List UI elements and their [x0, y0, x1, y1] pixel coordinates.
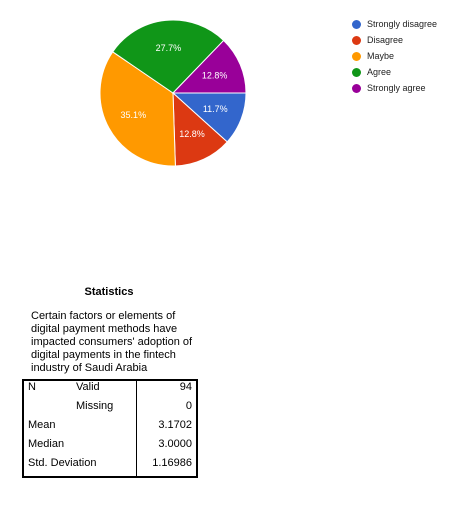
table-row	[23, 380, 197, 400]
legend-item-maybe[interactable]	[352, 48, 437, 64]
legend-swatch	[352, 36, 361, 45]
statistics-panel	[22, 286, 202, 478]
legend-swatch	[352, 52, 361, 61]
row-value: 0	[137, 400, 198, 419]
legend-label: Strongly agree	[367, 83, 426, 93]
statistics-description: Certain factors or elements of digital payment methods have impacted consumers' adoption of digital payments in the fintech industry of Saudi Arabia	[31, 310, 193, 374]
slice-label: 12.8%	[201, 70, 228, 81]
legend-label: Strongly disagree	[367, 19, 438, 29]
table-row	[23, 438, 197, 457]
legend-item-agree[interactable]	[352, 64, 437, 80]
row-label	[23, 400, 72, 419]
table-row	[23, 457, 197, 477]
row-sublabel: Valid	[72, 380, 137, 400]
row-value: 3.0000	[137, 438, 198, 457]
legend-swatch	[352, 20, 361, 29]
legend-label: Disagree	[367, 35, 404, 45]
statistics-table	[22, 379, 198, 478]
statistics-title: Statistics	[84, 286, 134, 298]
legend-item-strongly-agree[interactable]	[352, 80, 437, 96]
slice-label: 11.7%	[202, 104, 228, 115]
slice-label: 35.1%	[120, 109, 147, 120]
legend-item-strongly-disagree[interactable]	[352, 16, 437, 32]
row-sublabel: Missing	[72, 400, 137, 419]
row-value: 1.16986	[137, 457, 198, 477]
legend-swatch	[352, 68, 361, 77]
table-row	[23, 419, 197, 438]
legend-label: Agree	[367, 67, 392, 77]
table-row	[23, 400, 197, 419]
row-value: 3.1702	[137, 419, 198, 438]
slice-label: 27.7%	[155, 42, 182, 53]
slice-label: 12.8%	[179, 129, 205, 140]
legend-label: Maybe	[367, 51, 395, 61]
legend	[352, 16, 437, 96]
row-value: 94	[137, 380, 198, 400]
row-label: N	[28, 381, 36, 393]
legend-swatch	[352, 84, 361, 93]
legend-item-disagree[interactable]	[352, 32, 437, 48]
row-label: Mean	[23, 419, 137, 438]
row-label: Median	[23, 438, 137, 457]
row-label: Std. Deviation	[23, 457, 137, 477]
